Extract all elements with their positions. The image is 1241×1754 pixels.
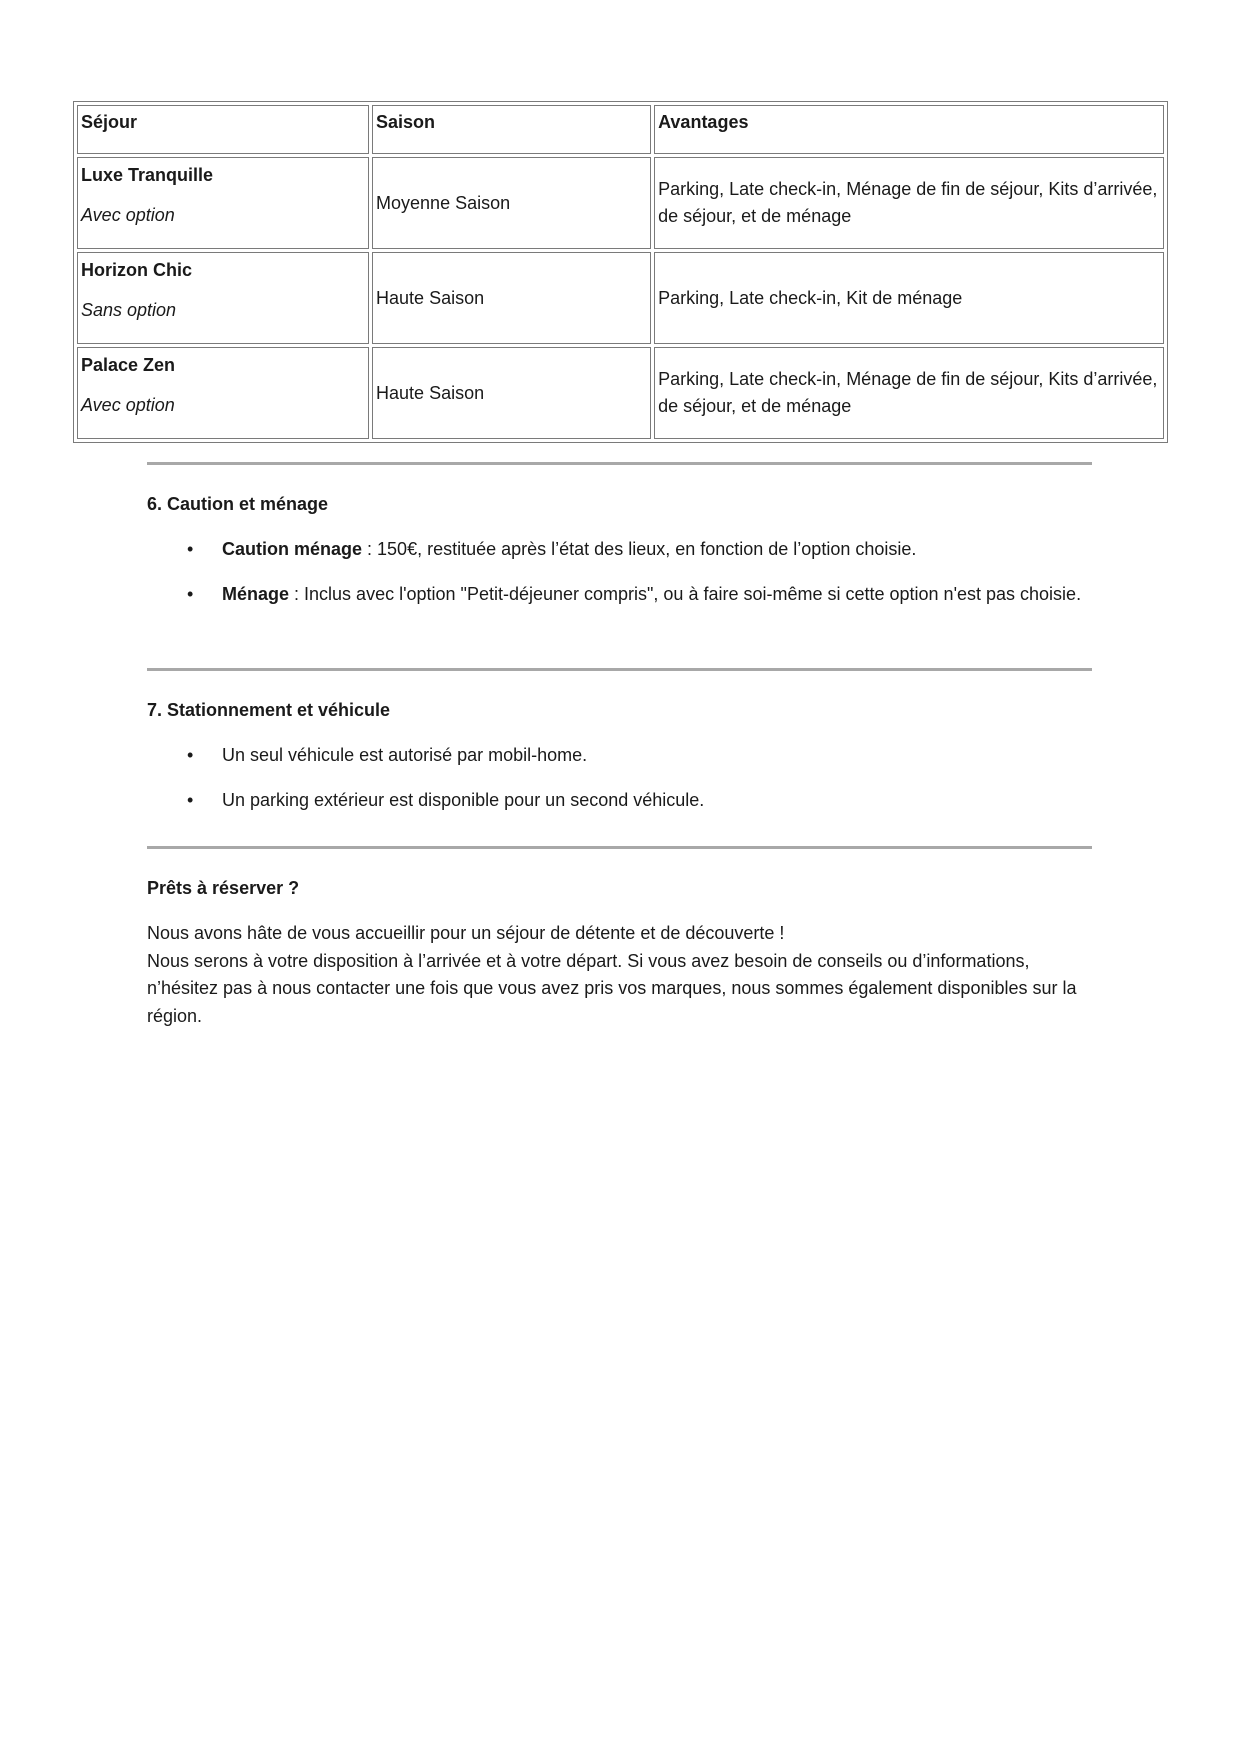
list-item (147, 581, 1087, 608)
divider (147, 462, 1092, 465)
section-title-parking: 7. Stationnement et véhicule (147, 700, 391, 720)
table-row (77, 252, 1164, 344)
table-header-row (77, 105, 1164, 154)
cell-sejour (77, 157, 369, 249)
cell-season: Haute Saison (372, 252, 651, 344)
item-label: Caution ménage (222, 539, 363, 559)
cell-season: Moyenne Saison (372, 157, 651, 249)
item-label: Ménage (222, 584, 290, 604)
header-sejour: Séjour (77, 105, 369, 154)
item-text: : 150€, restituée après l’état des lieux, en fonction de l’option choisie. (362, 539, 917, 559)
bullet-icon: • (187, 584, 194, 604)
caution-list (147, 536, 1087, 626)
closing-line-2: Nous serons à votre disposition à l’arrivée et à votre départ. Si vous avez besoin de conseils ou d’informations, n’hésitez pas à nous contacter une fois que vous avez pris vos marques, nous sommes également disponibles sur la région. (147, 950, 1077, 1026)
stay-table (73, 101, 1168, 443)
list-item (147, 742, 1087, 769)
stay-option: Avec option (81, 395, 175, 415)
cell-sejour (77, 347, 369, 439)
table-row (77, 347, 1164, 439)
item-text: Un seul véhicule est autorisé par mobil-home. (222, 745, 588, 765)
stay-name: Horizon Chic (81, 260, 192, 280)
item-text: : Inclus avec l'option "Petit-déjeuner compris", ou à faire soi-même si cette option n'est pas choisie. (289, 584, 1082, 604)
stay-name: Luxe Tranquille (81, 165, 214, 185)
divider (147, 846, 1092, 849)
parking-list (147, 742, 1087, 832)
bullet-icon: • (187, 745, 194, 765)
closing-paragraph (147, 920, 1097, 1030)
section-title-caution: 6. Caution et ménage (147, 494, 329, 514)
closing-line-1: Nous avons hâte de vous accueillir pour un séjour de détente et de découverte ! (147, 923, 785, 943)
cell-benefits: Parking, Late check-in, Ménage de fin de séjour, Kits d’arrivée, de séjour, et de ménage (654, 347, 1164, 439)
stay-name: Palace Zen (81, 355, 176, 375)
table-row (77, 157, 1164, 249)
divider (147, 668, 1092, 671)
cell-season: Haute Saison (372, 347, 651, 439)
list-item (147, 536, 1087, 563)
stay-option: Sans option (81, 300, 177, 320)
list-item (147, 787, 1087, 814)
item-text: Un parking extérieur est disponible pour un second véhicule. (222, 790, 705, 810)
bullet-icon: • (187, 539, 194, 559)
cell-sejour (77, 252, 369, 344)
stay-option: Avec option (81, 205, 175, 225)
bullet-icon: • (187, 790, 194, 810)
cell-benefits: Parking, Late check-in, Kit de ménage (654, 252, 1164, 344)
header-avantages: Avantages (654, 105, 1164, 154)
header-saison: Saison (372, 105, 651, 154)
cell-benefits: Parking, Late check-in, Ménage de fin de séjour, Kits d’arrivée, de séjour, et de ménage (654, 157, 1164, 249)
section-title-closing: Prêts à réserver ? (147, 878, 300, 898)
